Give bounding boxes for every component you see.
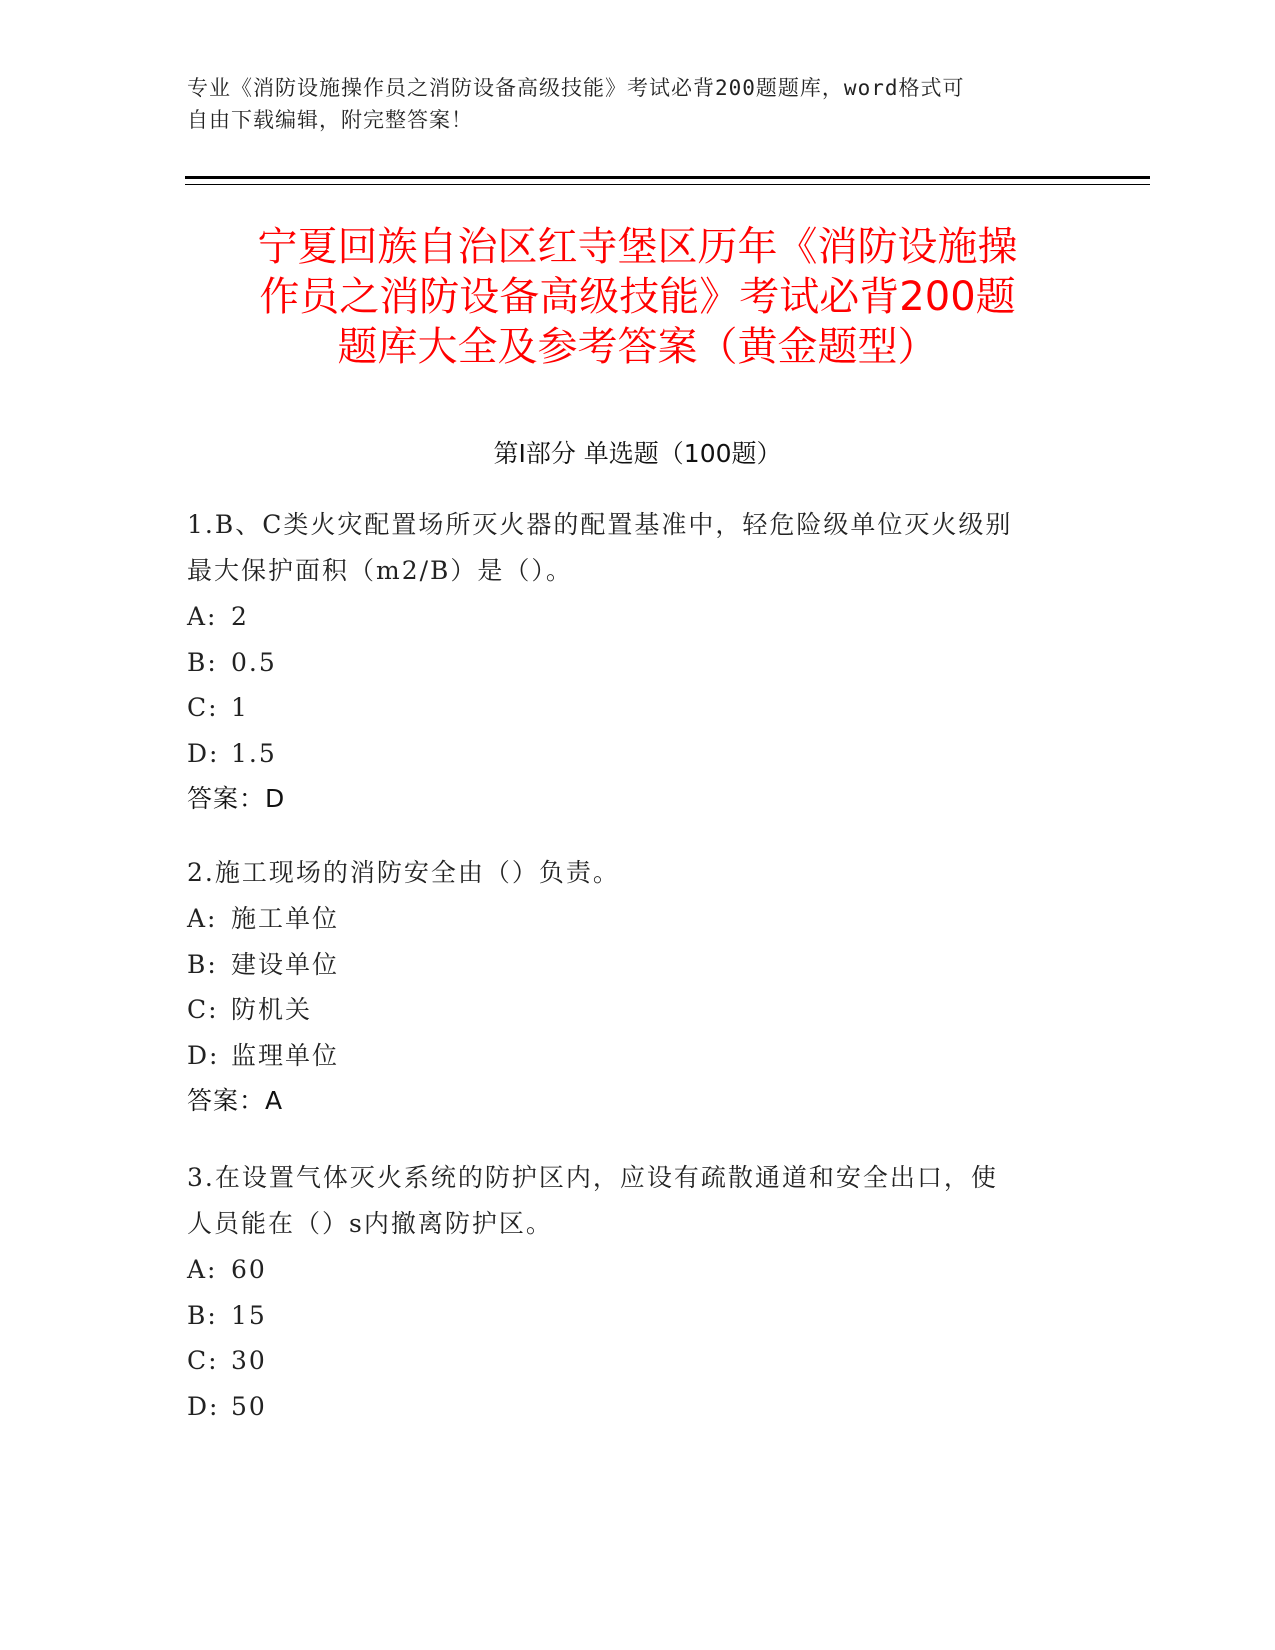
- option-label: D:: [187, 1391, 220, 1421]
- option-text: 15: [231, 1300, 267, 1330]
- option-a: [187, 896, 1067, 942]
- option-text: 50: [231, 1391, 267, 1421]
- option-text: 1.5: [231, 738, 277, 768]
- document-title-line: 题库大全及参考答案（黄金题型）: [337, 324, 938, 370]
- option-label: B:: [187, 949, 218, 979]
- option-label: D:: [187, 1040, 220, 1070]
- answer-line: 答案：D: [187, 784, 286, 813]
- header-divider-thin: [185, 184, 1150, 185]
- option-text: 防机关: [231, 995, 313, 1024]
- option-d: [187, 731, 1067, 777]
- option-d: [187, 1033, 1067, 1079]
- option-text: 施工单位: [231, 904, 340, 933]
- option-b: [187, 942, 1067, 988]
- section-title: 第Ⅰ部分 单选题（100题）: [493, 439, 782, 468]
- option-label: B:: [187, 647, 218, 677]
- option-b: [187, 1293, 1067, 1339]
- question-2: [187, 850, 1067, 1124]
- document-title: [190, 222, 1085, 372]
- option-label: A:: [187, 1255, 218, 1284]
- header-divider-thick: [185, 176, 1150, 179]
- option-b: [187, 640, 1067, 686]
- option-label: C:: [187, 1346, 219, 1375]
- option-text: 2: [231, 602, 249, 631]
- question-1: [187, 502, 1067, 822]
- option-d: [187, 1384, 1067, 1430]
- option-a: [187, 1247, 1067, 1293]
- option-text: 60: [231, 1255, 267, 1284]
- option-label: D:: [187, 738, 220, 768]
- header-note: [187, 72, 1067, 136]
- question-stem: 1.B、C类火灾配置场所灭火器的配置基准中，轻危险级单位灭火级别: [187, 510, 1013, 539]
- option-text: 30: [231, 1346, 267, 1375]
- question-stem: 最大保护面积（m2/B）是（）。: [187, 556, 573, 585]
- option-c: [187, 987, 1067, 1033]
- document-title-line: 作员之消防设备高级技能》考试必背200题: [259, 274, 1016, 320]
- question-stem: 2.施工现场的消防安全由（）负责。: [187, 858, 620, 887]
- option-label: B:: [187, 1300, 218, 1330]
- option-text: 建设单位: [231, 949, 340, 979]
- option-label: C:: [187, 693, 219, 722]
- option-a: [187, 594, 1067, 640]
- question-stem: 人员能在（）s内撤离防护区。: [187, 1209, 553, 1238]
- document-title-line: 宁夏回族自治区红寺堡区历年《消防设施操: [257, 224, 1018, 270]
- question-3: [187, 1155, 1067, 1429]
- header-note-line: 专业《消防设施操作员之消防设备高级技能》考试必背200题题库，word格式可: [187, 76, 965, 100]
- answer-line: 答案：A: [187, 1086, 284, 1115]
- question-stem: 3.在设置气体灭火系统的防护区内，应设有疏散通道和安全出口，使: [187, 1163, 998, 1192]
- option-text: 1: [231, 693, 249, 722]
- option-c: [187, 1338, 1067, 1384]
- option-label: C:: [187, 995, 219, 1024]
- option-text: 0.5: [231, 647, 277, 677]
- option-text: 监理单位: [231, 1040, 340, 1070]
- option-label: A:: [187, 602, 218, 631]
- option-label: A:: [187, 904, 218, 933]
- header-note-line: 自由下载编辑，附完整答案！: [187, 108, 473, 132]
- option-c: [187, 685, 1067, 731]
